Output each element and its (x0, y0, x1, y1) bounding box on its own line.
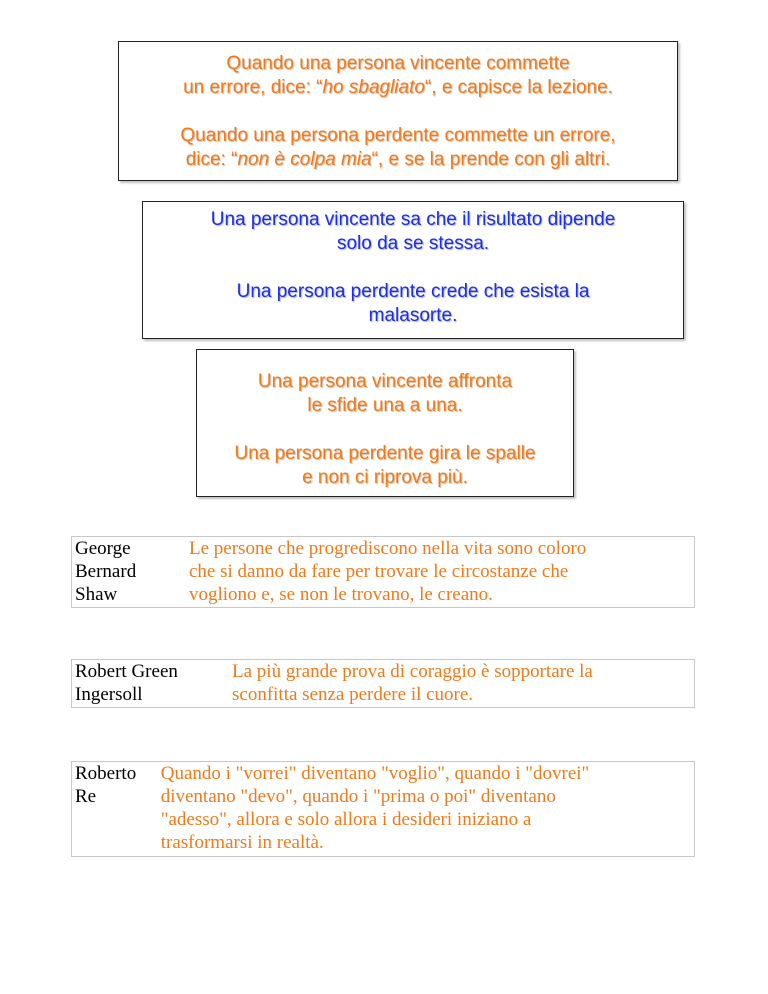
quote-text (161, 762, 694, 856)
quote-line: diventano "devo", quando i "prima o poi" diventano (160, 786, 556, 807)
quote-text (232, 660, 692, 707)
winner-loser-result-box (142, 201, 684, 339)
box1-line (119, 76, 677, 100)
box2-line: Una persona perdente crede che esista la (236, 281, 590, 302)
winner-loser-error-box (118, 41, 678, 181)
box1-italic-quote: ho sbagliato (322, 77, 425, 98)
box1-text: dice: “ (185, 149, 238, 170)
quote-line: che si danno da fare per trovare le circostanze che (189, 561, 569, 582)
winner-loser-challenge-box (196, 349, 574, 497)
author-line: Re (75, 786, 97, 807)
box3-line: Una persona vincente affronta (257, 371, 513, 392)
box2-line: Una persona vincente sa che il risultato dipende (210, 209, 616, 230)
quote-line: La più grande prova di coraggio è sopportare la (232, 661, 593, 682)
author-line: George (75, 538, 131, 559)
box1-italic-quote: non è colpa mia (237, 149, 372, 170)
quote-author (72, 660, 232, 707)
quote-line: Quando i "vorrei" diventano "voglio", quando i "dovrei" (160, 763, 590, 784)
quote-ingersoll (71, 659, 695, 708)
author-line: Ingersoll (75, 684, 143, 705)
box1-text: “, e se la prende con gli altri. (371, 149, 611, 170)
box1-line: Quando una persona vincente commette (226, 53, 570, 74)
author-line: Robert Green (75, 661, 178, 682)
box1-line (119, 148, 677, 172)
quote-author (72, 537, 189, 607)
box2-line: malasorte. (368, 305, 458, 326)
quote-shaw (71, 536, 695, 608)
box3-line: Una persona perdente gira le spalle (234, 443, 536, 464)
quote-text (189, 537, 694, 607)
box2-line: solo da se stessa. (336, 233, 490, 254)
quote-line: "adesso", allora e solo allora i desideri iniziano a (160, 809, 532, 830)
box3-line: le sfide una a una. (307, 395, 463, 416)
quote-line: trasformarsi in realtà. (160, 832, 324, 853)
box1-text: un errore, dice: “ (183, 77, 323, 98)
quote-author (72, 762, 161, 856)
quote-line: vogliono e, se non le trovano, le creano. (189, 584, 493, 605)
box3-line: e non ci riprova più. (302, 467, 468, 488)
box1-line: Quando una persona perdente commette un errore, (180, 125, 616, 146)
author-line: Shaw (75, 584, 118, 605)
author-line: Roberto (75, 763, 137, 784)
quote-line: sconfitta senza perdere il cuore. (232, 684, 474, 705)
quote-roberto-re (71, 761, 695, 857)
quote-line: Le persone che progrediscono nella vita sono coloro (189, 538, 587, 559)
author-line: Bernard (75, 561, 137, 582)
box1-text: “, e capisce la lezione. (424, 77, 613, 98)
